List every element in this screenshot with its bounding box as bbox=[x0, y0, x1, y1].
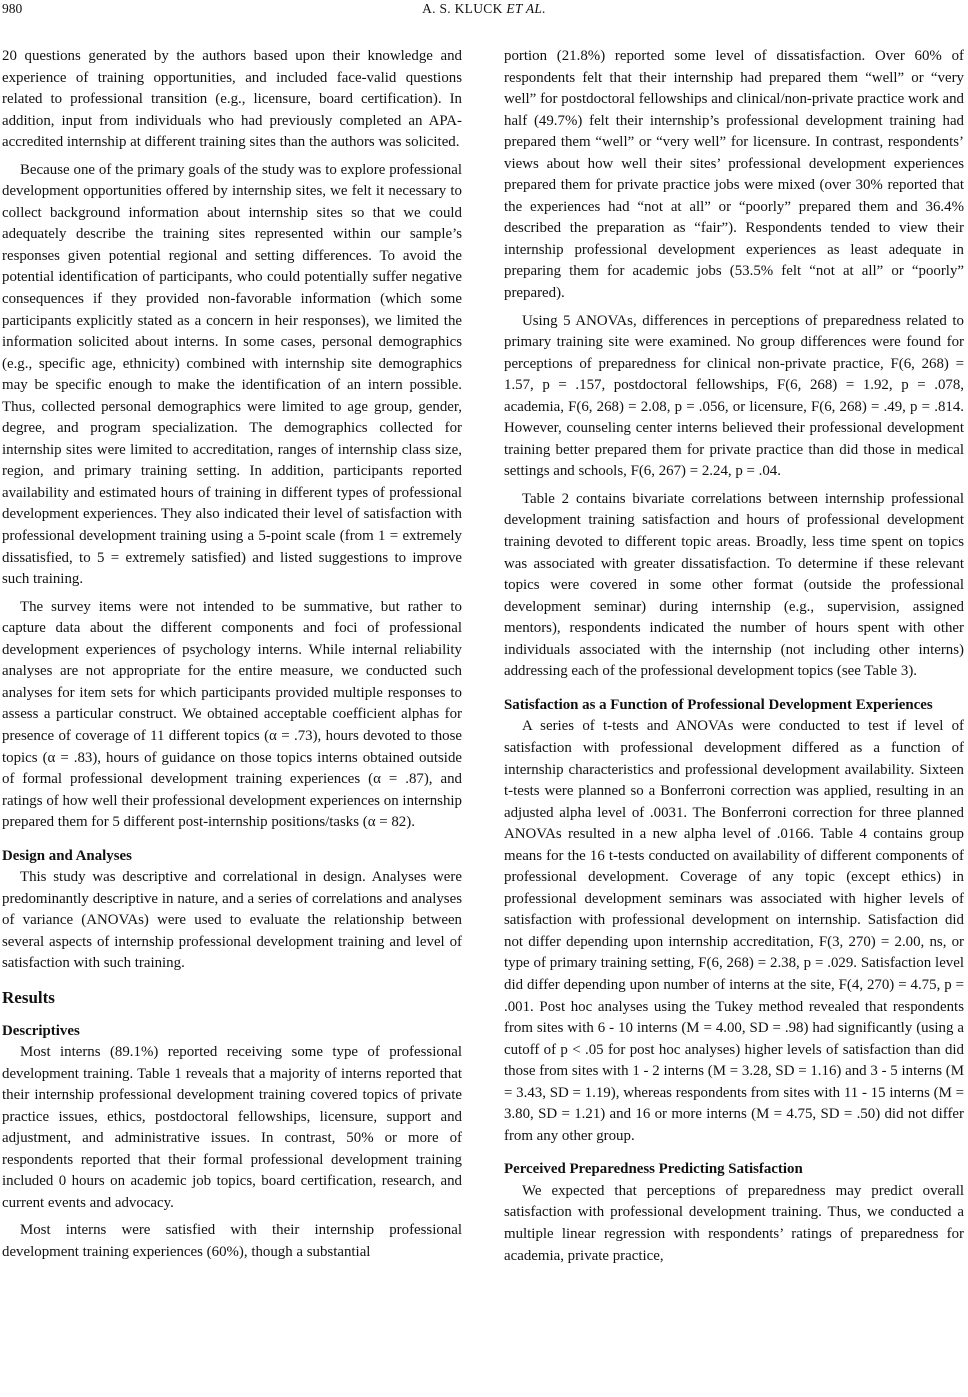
paragraph: This study was descriptive and correlational in design. Analyses were predominantly descriptive in nature, and a series of correlations and analyses of variance (ANOVAs) were used to evaluate the relationship between several aspects of internship professional development training and level of satisfaction with such training. bbox=[2, 869, 462, 972]
section-heading-design: Design and Analyses bbox=[2, 847, 132, 864]
section-heading-perceived: Perceived Preparedness Predicting Satisfaction bbox=[504, 1161, 803, 1178]
running-head-etal: ET AL. bbox=[506, 1, 546, 16]
running-head-authors: A. S. KLUCK bbox=[422, 1, 503, 16]
section-heading-descriptives: Descriptives bbox=[2, 1022, 80, 1039]
page-number: 980 bbox=[2, 1, 23, 16]
right-column bbox=[504, 46, 964, 1267]
left-column bbox=[2, 46, 462, 1264]
section-heading-satisfaction: Satisfaction as a Function of Professional Development Experiences bbox=[504, 696, 933, 713]
paragraph: Because one of the primary goals of the study was to explore professional development opportunities offered by internship sites, we felt it necessary to collect background information about internship sites so that we could adequately describe the training sites represented within our sample’s responses given potential regional and setting differences. To avoid the potential identification of participants, who could potentially suffer negative consequences if they provided non-favorable information (which some participants explicitly stated as a concern in heir responses), we limited the information solicited about interns. In some cases, personal demographics (e.g., specific age, ethnicity) combined with internship site demographics may be specific enough to make the identification of an intern possible. Thus, collected personal demographics were limited to age group, gender, degree, and program specialization. The demographics collected for internship sites were limited to accreditation, ranges of internship class size, region, and primary training setting. In addition, participants reported availability and estimated hours of training in different types of professional development experiences. They also indicated their level of satisfaction with professional development training using a 5-point scale (from 1 = extremely dissatisfied, to 5 = extremely satisfied) and listed suggestions to improve such training. bbox=[2, 161, 462, 588]
paragraph: A series of t-tests and ANOVAs were conducted to test if level of satisfaction with professional development differed as a function of internship characteristics and professional development availability. Sixteen t-tests were planned so a Bonferroni correction was applied, resulting in an adjusted alpha level of .0031. The Bonferroni correction for three planned ANOVAs resulted in a new alpha level of .0166. Table 4 contains group means for the 16 t-tests conducted on availability of different components of professional development. Coverage of any topic (except ethics) in professional development seminars was associated with higher levels of satisfaction with professional development on internship. Satisfaction did not differ depending upon internship accreditation, F(3, 270) = 2.00, ns, or type of primary training setting, F(6, 268) = 2.38, p = .029. Satisfaction level did differ depending upon number of interns at the site, F(4, 270) = 4.75, p = .001. Post hoc analyses using the Tukey method revealed that respondents from sites with 6 - 10 interns (M = 4.00, SD = .98) had significantly (using a cutoff of p < .05 for post hoc analyses) higher levels of satisfaction than did those from sites with 1 - 2 interns (M = 3.28, SD = 1.16) and 3 - 5 interns (M = 3.43, SD = 1.19), whereas respondents from sites with 11 - 15 interns (M = 3.80, SD = 1.21) and 16 or more interns (M = 4.75, SD = .50) did not differ from any other group. bbox=[504, 718, 964, 1144]
section-heading-results: Results bbox=[2, 987, 55, 1007]
paragraph: portion (21.8%) reported some level of dissatisfaction. Over 60% of respondents felt that their internship had prepared them “well” or “very well” for postdoctoral fellowships and clinical/non-private practice work and half (49.7%) felt their internship’s professional development training had prepared them “well” or “very well” for licensure. In contrast, respondents’ views about how well their sites’ professional development experiences prepared them for private practice jobs were mixed (over 30% reported that the experiences had “not at all” or “poorly” prepared them and 36.4% described the preparation as “fair”). Respondents tended to view their internship professional development experiences as least adequate in preparing them for academic jobs (53.5% felt “not at all” or “poorly” prepared). bbox=[504, 48, 964, 302]
paragraph: Most interns (89.1%) reported receiving some type of professional development training. Table 1 reveals that a majority of interns reported that their internship professional development training covered topics of private practice issues, ethics, postdoctoral fellowships, licensure, support and adjustment, and administrative issues. In contrast, 50% or more of respondents reported that their formal professional development training included 0 hours on academic job topics, board certification, research, and current events and advocacy. bbox=[2, 1044, 462, 1211]
paragraph: 20 questions generated by the authors based upon their knowledge and experience of training opportunities, and included face-valid questions related to professional transition (e.g., licensure, board certification). In addition, input from individuals who had previously completed an APA-accredited internship at different training sites than the authors was solicited. bbox=[2, 48, 462, 151]
page-header bbox=[0, 0, 968, 22]
paragraph: The survey items were not intended to be summative, but rather to capture data about the different components and foci of professional development experiences of psychology interns. While internal reliability analyses are not appropriate for the entire measure, we conducted such analyses for item sets for which participants provided multiple responses to assess a particular construct. We obtained acceptable coefficient alphas for presence of coverage of 11 different topics (α = .73), hours devoted to those topics (α = .83), hours of guidance on those topics interns obtained outside of formal professional development training experiences (α = .87), and ratings of how well their professional development experiences on internship prepared them for 5 different post-internship positions/tasks (α = 82). bbox=[2, 598, 462, 831]
paragraph: Using 5 ANOVAs, differences in perceptions of preparedness related to primary training site were examined. No group differences were found for perceptions of preparedness for clinical non-private practice, F(6, 268) = 1.57, p = .157, postdoctoral fellowships, F(6, 268) = 1.92, p = .078, academia, F(6, 268) = 2.08, p = .056, or licensure, F(6, 268) = .49, p = .814. However, counseling center interns believed their professional development training better prepared them for private practice than did those in medical settings and schools, F(6, 267) = 2.24, p = .04. bbox=[504, 312, 964, 480]
paragraph: Table 2 contains bivariate correlations between internship professional development training satisfaction and hours of professional development training devoted to different topic areas. Broadly, less time spent on topics was associated with greater dissatisfaction. To determine if these relevant topics were covered in some other format (outside the professional development seminar) during internship (e.g., supervision, assigned mentors), respondents indicated the number of hours spent with other individuals associated with the internship (not including other interns) addressing each of the professional development topics (see Table 3). bbox=[504, 490, 964, 680]
paragraph: We expected that perceptions of preparedness may predict overall satisfaction with professional development training. Thus, we conducted a multiple linear regression with respondents’ ratings of preparedness for academia, private practice, bbox=[504, 1182, 964, 1264]
running-head bbox=[0, 1, 968, 17]
paragraph: Most interns were satisfied with their internship professional development training experiences (60%), though a substantial bbox=[2, 1222, 462, 1260]
